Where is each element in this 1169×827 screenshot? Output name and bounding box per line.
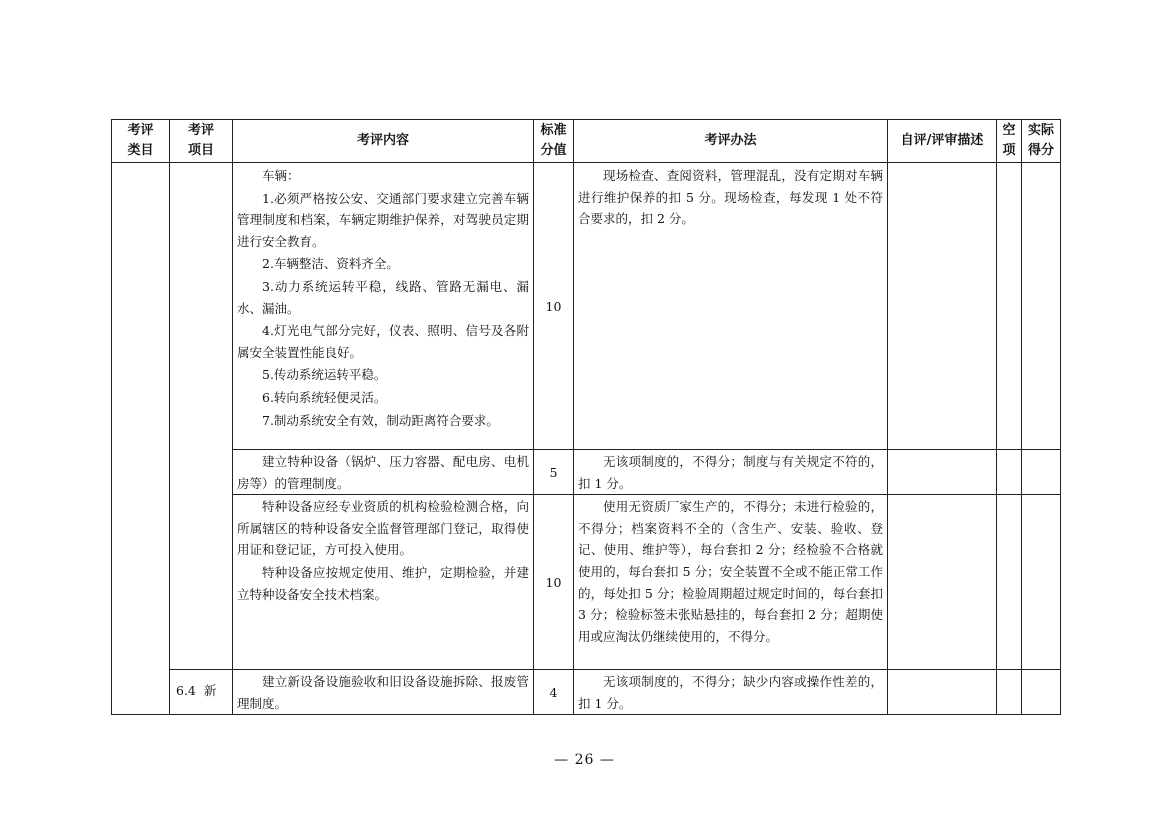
content-line: 5.传动系统运转平稳。 (262, 367, 387, 383)
header-content: 考评内容 (233, 120, 534, 163)
method-cell (574, 450, 888, 495)
actual-score-cell (1022, 450, 1061, 495)
blank-cell (997, 670, 1022, 715)
actual-score-cell (1022, 163, 1061, 450)
item-code: 6.4 新 (176, 683, 217, 699)
header-item: 考评 项目 (170, 120, 233, 163)
header-actual: 实际 得分 (1022, 120, 1061, 163)
table-row (112, 495, 1061, 670)
content-line: 特种设备应经专业资质的机构检验检测合格，向所属辖区的特种设备安全监督管理部门登记，取得使用证和登记证，方可投入使用。 (237, 499, 529, 558)
self-eval-cell (888, 450, 997, 495)
content-line: 4.灯光电气部分完好，仪表、照明、信号及各附属安全装置性能良好。 (237, 323, 529, 360)
header-category: 考评 类目 (112, 120, 170, 163)
score-cell: 10 (534, 163, 574, 450)
page-number: — 26 — (554, 752, 615, 768)
method-text: 无该项制度的，不得分；缺少内容或操作性差的，扣 1 分。 (578, 674, 883, 711)
content-cell (233, 163, 534, 450)
method-cell (574, 670, 888, 715)
category-cell (112, 163, 170, 715)
header-method: 考评办法 (574, 120, 888, 163)
header-row (112, 120, 1061, 163)
blank-cell (997, 495, 1022, 670)
method-text: 无该项制度的，不得分；制度与有关规定不符的，扣 1 分。 (578, 454, 883, 491)
content-cell (233, 495, 534, 670)
self-eval-cell (888, 495, 997, 670)
table-row (112, 450, 1061, 495)
header-standard-score: 标准 分值 (534, 120, 574, 163)
blank-cell (997, 163, 1022, 450)
actual-score-cell (1022, 670, 1061, 715)
evaluation-table (111, 119, 1061, 715)
blank-cell (997, 450, 1022, 495)
content-cell (233, 670, 534, 715)
table-row (112, 163, 1061, 450)
item-cell (170, 163, 233, 670)
content-line: 建立特种设备（锅炉、压力容器、配电房、电机房等）的管理制度。 (237, 454, 529, 491)
content-line: 特种设备应按规定使用、维护，定期检验，并建立特种设备安全技术档案。 (237, 564, 529, 602)
header-self-eval: 自评/评审描述 (888, 120, 997, 163)
method-text: 使用无资质厂家生产的，不得分；未进行检验的，不得分；档案资料不全的（含生产、安装、验收、登记、使用、维护等），每台套扣 2 分；经检验不合格就使用的，每台套扣 5 分；安全装置不全或不能正常工作的，每处扣 5 分；检验周期超过规定时间的，每台套扣 3 分；检验标签未张贴悬挂的，每台套扣 2 分；超期使用或应淘汰仍继续使用的，不得分。 (578, 499, 883, 644)
content-line: 7.制动系统安全有效，制动距离符合要求。 (262, 412, 499, 428)
self-eval-cell (888, 670, 997, 715)
content-line: 2.车辆整洁、资料齐全。 (262, 256, 399, 272)
method-text: 现场检查、查阅资料，管理混乱，没有定期对车辆进行维护保养的扣 5 分。现场检查，每发现 1 处不符合要求的，扣 2 分。 (578, 168, 883, 227)
content-cell (233, 450, 534, 495)
score-cell: 4 (534, 670, 574, 715)
content-line: 建立新设备设施验收和旧设备设施拆除、报废管理制度。 (237, 674, 529, 711)
method-cell (574, 163, 888, 450)
content-line: 3.动力系统运转平稳，线路、管路无漏电、漏水、漏油。 (237, 278, 529, 316)
header-blank: 空 项 (997, 120, 1022, 163)
actual-score-cell (1022, 495, 1061, 670)
score-cell: 5 (534, 450, 574, 495)
item-cell (170, 670, 233, 715)
table-row (112, 670, 1061, 715)
score-cell: 10 (534, 495, 574, 670)
method-cell (574, 495, 888, 670)
content-line: 车辆： (262, 168, 300, 183)
content-line: 1.必须严格按公安、交通部门要求建立完善车辆管理制度和档案，车辆定期维护保养，对驾驶员定期进行安全教育。 (237, 190, 529, 249)
content-line: 6.转向系统轻便灵活。 (262, 389, 387, 405)
self-eval-cell (888, 163, 997, 450)
